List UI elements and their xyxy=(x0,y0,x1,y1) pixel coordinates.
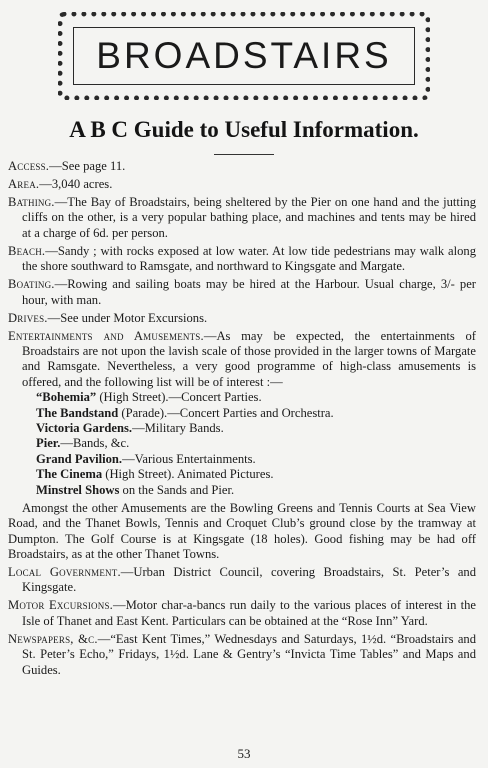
entertainment-item xyxy=(8,467,476,482)
entry-text: —Motor char-a-bancs run daily to the various places of interest in the Isle of Thanet and East Kent. Particulars can be obtained at the “Rose Inn” Yard. xyxy=(22,598,476,628)
item-detail: (High Street).—Concert Parties. xyxy=(96,390,262,405)
entry-term: Area. xyxy=(8,177,40,191)
entry-term: Access. xyxy=(8,159,50,173)
entry-term: Newspapers, &c. xyxy=(8,631,98,646)
entry-text: —Rowing and sailing boats may be hired at the Harbour. Usual charge, 3/- per hour, with man. xyxy=(22,277,476,307)
entry-text: —3,040 acres. xyxy=(39,177,113,191)
page-title: BROADSTAIRS xyxy=(96,35,392,76)
entry-drives xyxy=(8,311,476,326)
entry-text: —Urban District Council, covering Broadstairs, St. Peter’s and Kingsgate. xyxy=(22,564,476,595)
item-name: Victoria Gardens. xyxy=(36,421,133,436)
entry-text: —Sandy ; with rocks exposed at low water. At low tide pedestrians may walk along the shore southward to Ramsgate, and northward to Kingsgate and Margate. xyxy=(22,243,476,274)
entry-boating xyxy=(8,277,476,308)
item-name: Grand Pavilion. xyxy=(36,451,123,466)
item-name: The Cinema xyxy=(36,467,103,482)
entertainment-item xyxy=(8,390,476,405)
heading-rule xyxy=(214,154,274,155)
entry-local-government xyxy=(8,565,476,596)
title-inner-frame xyxy=(73,27,415,85)
entry-term: Entertainments and Amusements. xyxy=(8,328,204,343)
entertainment-item xyxy=(8,406,476,421)
entry-text: —See under Motor Excursions. xyxy=(47,310,208,325)
item-detail: —Various Entertainments. xyxy=(122,451,256,466)
entry-term: Drives. xyxy=(8,310,48,325)
entry-entertainments xyxy=(8,329,476,391)
item-name: Minstrel Shows xyxy=(36,482,120,497)
entry-text: —As may be expected, the entertainments of Broadstairs are not upon the lavish scale of those provided in the larger towns of Margate and Ramsgate. Nevertheless, a very good programme of high-class amusements is offered, and the following list will be of interest :— xyxy=(22,328,476,389)
item-name: The Bandstand xyxy=(36,405,119,420)
item-detail: —Bands, &c. xyxy=(60,436,130,451)
entry-access xyxy=(8,159,476,174)
entry-term: Beach. xyxy=(8,243,46,258)
guide-body xyxy=(8,159,476,681)
title-frame xyxy=(58,12,430,100)
item-detail: on the Sands and Pier. xyxy=(119,482,235,497)
page-number: 53 xyxy=(237,746,251,761)
entry-term: Boating. xyxy=(8,277,55,292)
entertainment-item xyxy=(8,483,476,498)
entry-term: Local Government. xyxy=(8,564,121,579)
entry-text: —See page 11. xyxy=(49,159,126,173)
entertainment-item xyxy=(8,421,476,436)
entry-term: Motor Excursions. xyxy=(8,598,114,613)
entertainment-item xyxy=(8,436,476,451)
item-detail: (High Street). Animated Pictures. xyxy=(102,467,274,482)
entry-newspapers xyxy=(8,632,476,678)
guide-heading: A B C Guide to Useful Information. xyxy=(69,117,419,142)
item-name: Pier. xyxy=(36,436,61,451)
entry-text: —The Bay of Broadstairs, being sheltered by the Pier on one hand and the jutting cliffs on the other, is a very popular bathing place, and machines and tents may be hired at a charge of 6d. per person. xyxy=(22,195,476,240)
item-detail: —Military Bands. xyxy=(132,421,224,436)
item-name: “Bohemia” xyxy=(36,390,97,405)
other-amusements-paragraph: Amongst the other Amusements are the Bowling Greens and Tennis Courts at Sea View Road, and the Thanet Bowls, Tennis and Croquet Club’s ground close by the tramway at Dumpton. The Golf Course is at Kingsgate (18 holes). Good fishing may be had off Broadstairs, as at the other Thanet Towns. xyxy=(8,500,476,561)
entry-text: —“East Kent Times,” Wednesdays and Saturdays, 1½d. “Broadstairs and St. Peter’s Echo,” Fridays, 1½d. Lane & Gentry’s “Invicta Time Tables” and Maps and Guides. xyxy=(22,631,476,677)
entry-bathing xyxy=(8,195,476,241)
entry-motor-excursions xyxy=(8,598,476,629)
entry-term: Bathing. xyxy=(8,195,55,209)
item-detail: (Parade).—Concert Parties and Orchestra. xyxy=(118,405,334,420)
entry-area xyxy=(8,177,476,192)
entertainment-item xyxy=(8,452,476,467)
entry-beach xyxy=(8,244,476,275)
